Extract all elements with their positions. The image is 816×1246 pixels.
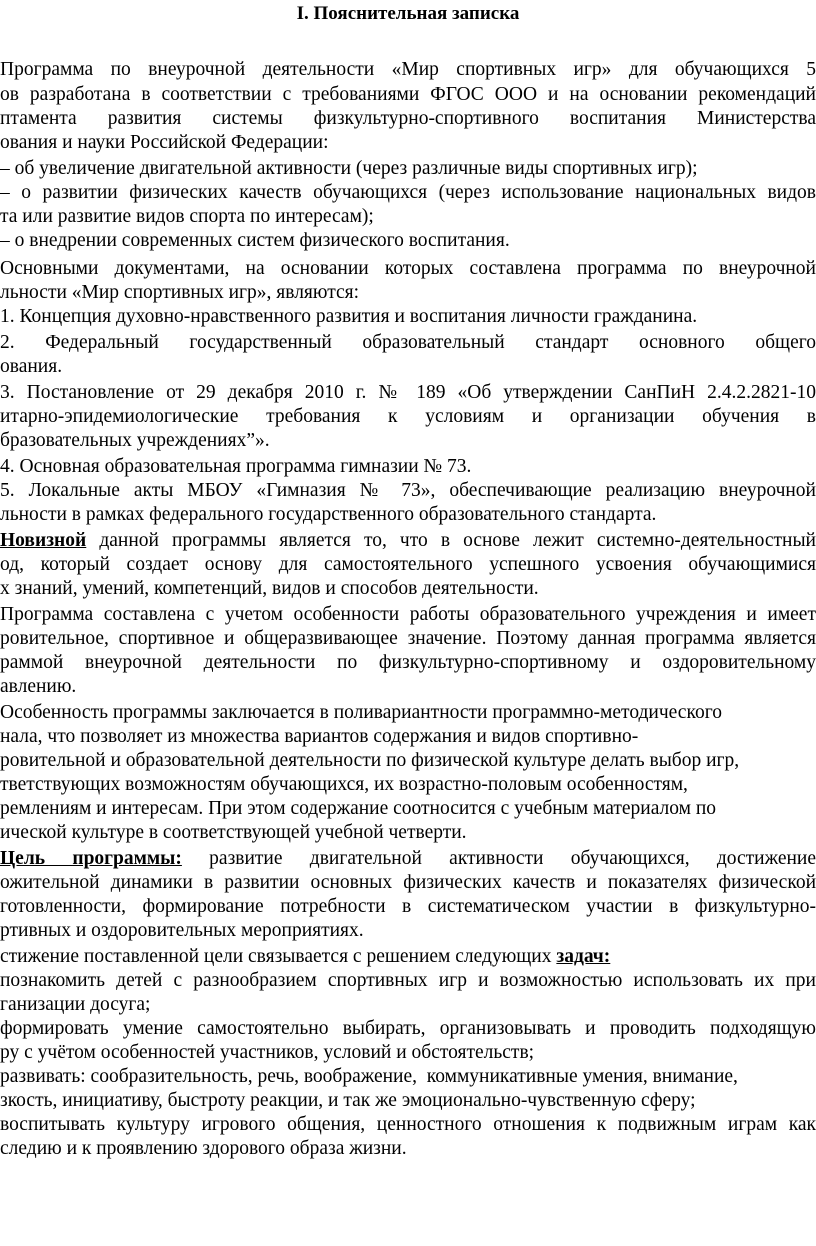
text-line bbox=[0, 919, 364, 943]
line-text: ру с учётом особенностей участников, условий и обстоятельств; bbox=[0, 1042, 535, 1063]
bold-term: Новизной bbox=[0, 530, 87, 551]
line-text: ов разработана в соответствии с требованиями ФГОС ООО и на основании рекомендаций bbox=[0, 84, 816, 105]
text-line bbox=[0, 529, 816, 553]
line-text: 4. Основная образовательная программа гимназии № 73. bbox=[0, 456, 472, 477]
line-text: ожительной динамики в развитии основных физических качеств и показателях физической bbox=[0, 872, 816, 893]
text-line bbox=[0, 331, 816, 355]
text-line bbox=[0, 1113, 816, 1137]
text-line bbox=[0, 1137, 407, 1161]
line-text: бразовательных учреждениях”». bbox=[0, 430, 270, 451]
line-text: льности в рамках федерального государственного образовательного стандарта. bbox=[0, 504, 657, 525]
text-line bbox=[0, 107, 816, 131]
line-text: ртивных и оздоровительных мероприятиях. bbox=[0, 920, 364, 941]
bold-term: задач: bbox=[556, 946, 611, 967]
line-text: Программа по внеурочной деятельности «Мир спортивных игр» для обучающихся 5 bbox=[0, 59, 816, 80]
line-text: ования. bbox=[0, 356, 63, 377]
text-line bbox=[0, 157, 698, 181]
line-text: следию и к проявлению здорового образа жизни. bbox=[0, 1138, 407, 1159]
text-line bbox=[0, 773, 688, 797]
text-line bbox=[0, 701, 722, 725]
line-text: ровительное, спортивное и общеразвивающее значение. Поэтому данная программа является bbox=[0, 628, 816, 649]
text-line bbox=[0, 749, 739, 773]
text-line bbox=[0, 58, 816, 82]
bold-term: Цель программы: bbox=[0, 848, 182, 869]
line-text: ганизации досуга; bbox=[0, 994, 151, 1015]
line-text: данной программы является то, что в основе лежит системно-деятельностный bbox=[86, 530, 816, 551]
text-line bbox=[0, 257, 816, 281]
line-text: Особенность программы заключается в поливариантности программно-методического bbox=[0, 702, 722, 723]
text-line bbox=[0, 381, 816, 405]
line-text: готовленности, формирование потребности в систематическом участии в физкультурно- bbox=[0, 896, 816, 917]
line-text: 1. Концепция духовно-нравственного развития и воспитания личности гражданина. bbox=[0, 306, 698, 327]
text-line bbox=[0, 305, 697, 329]
line-text: раммой внеурочной деятельности по физкультурно-спортивному и оздоровительному bbox=[0, 652, 816, 673]
text-line bbox=[0, 821, 467, 845]
line-text: формировать умение самостоятельно выбирать, организовывать и проводить подходящую bbox=[0, 1018, 816, 1039]
line-text: стижение поставленной цели связывается с решением следующих bbox=[0, 946, 557, 967]
text-line bbox=[0, 181, 816, 205]
line-text: итарно-эпидемиологические требования к условиям и организации обучения в bbox=[0, 406, 816, 427]
line-text: ования и науки Российской Федерации: bbox=[0, 132, 329, 153]
text-line bbox=[0, 1065, 738, 1089]
line-text: развивать: сообразительность, речь, воображение, коммуникативные умения, внимание, bbox=[0, 1066, 738, 1087]
text-line bbox=[0, 993, 150, 1017]
text-line bbox=[0, 429, 270, 453]
text-line bbox=[0, 651, 816, 675]
text-line bbox=[0, 479, 816, 503]
text-line bbox=[0, 455, 471, 479]
line-text: ровительной и образовательной деятельности по физической культуре делать выбор игр, bbox=[0, 750, 740, 771]
text-line bbox=[0, 405, 816, 429]
text-line bbox=[0, 131, 329, 155]
line-text: Основными документами, на основании которых составлена программа по внеурочной bbox=[0, 258, 816, 279]
line-text: – о развитии физических качеств обучающихся (через использование национальных видов bbox=[0, 182, 816, 203]
line-text: тветствующих возможностям обучающихся, их возрастно-половым особенностям, bbox=[0, 774, 688, 795]
line-text: развитие двигательной активности обучающихся, достижение bbox=[181, 848, 816, 869]
text-line bbox=[0, 725, 638, 749]
text-line bbox=[0, 577, 539, 601]
line-text: – о внедрении современных систем физического воспитания. bbox=[0, 230, 510, 251]
line-text: воспитывать культуру игрового общения, ценностного отношения к подвижным играм как bbox=[0, 1114, 816, 1135]
line-text: од, который создает основу для самостоятельного успешного усвоения обучающимися bbox=[0, 554, 816, 575]
line-text: 3. Постановление от 29 декабря 2010 г. № 189 «Об утверждении СанПиН 2.4.2.2821-10 bbox=[0, 382, 816, 403]
line-text: ремлениям и интересам. При этом содержание соотносится с учебным материалом по bbox=[0, 798, 717, 819]
text-line bbox=[0, 229, 510, 253]
text-line bbox=[0, 627, 816, 651]
text-line bbox=[0, 205, 374, 229]
text-line bbox=[0, 969, 816, 993]
text-line bbox=[0, 603, 816, 627]
text-line bbox=[0, 1089, 696, 1113]
text-line bbox=[0, 503, 656, 527]
line-text: 5. Локальные акты МБОУ «Гимназия № 73», обеспечивающие реализацию внеурочной bbox=[0, 480, 816, 501]
text-line bbox=[0, 797, 716, 821]
line-text: льности «Мир спортивных игр», являются: bbox=[0, 282, 360, 303]
text-line bbox=[0, 1041, 534, 1065]
line-text: авлению. bbox=[0, 676, 77, 697]
text-line bbox=[0, 847, 816, 871]
text-line bbox=[0, 553, 816, 577]
line-text: та или развитие видов спорта по интересам); bbox=[0, 206, 374, 227]
line-text: зкость, инициативу, быстроту реакции, и так же эмоционально-чувственную сферу; bbox=[0, 1090, 696, 1111]
text-line bbox=[0, 675, 76, 699]
text-line bbox=[0, 355, 62, 379]
line-text: Программа составлена с учетом особенности работы образовательного учреждения и имеет bbox=[0, 604, 816, 625]
line-text: нала, что позволяет из множества вариантов содержания и видов спортивно- bbox=[0, 726, 639, 747]
text-line bbox=[0, 281, 359, 305]
text-line bbox=[0, 895, 816, 919]
line-text: познакомить детей с разнообразием спортивных игр и возможностью использовать их при bbox=[0, 970, 816, 991]
line-text: ической культуре в соответствующей учебной четверти. bbox=[0, 822, 467, 843]
line-text: птамента развития системы физкультурно-спортивного воспитания Министерства bbox=[0, 108, 816, 129]
text-line bbox=[0, 945, 610, 969]
line-text: 2. Федеральный государственный образовательный стандарт основного общего bbox=[0, 332, 816, 353]
text-line bbox=[0, 871, 816, 895]
line-text: – об увеличение двигательной активности (через различные виды спортивных игр); bbox=[0, 158, 698, 179]
document-title: I. Пояснительная записка bbox=[296, 3, 520, 24]
text-line bbox=[0, 1017, 816, 1041]
text-line bbox=[0, 83, 816, 107]
line-text: х знаний, умений, компетенций, видов и способов деятельности. bbox=[0, 578, 539, 599]
